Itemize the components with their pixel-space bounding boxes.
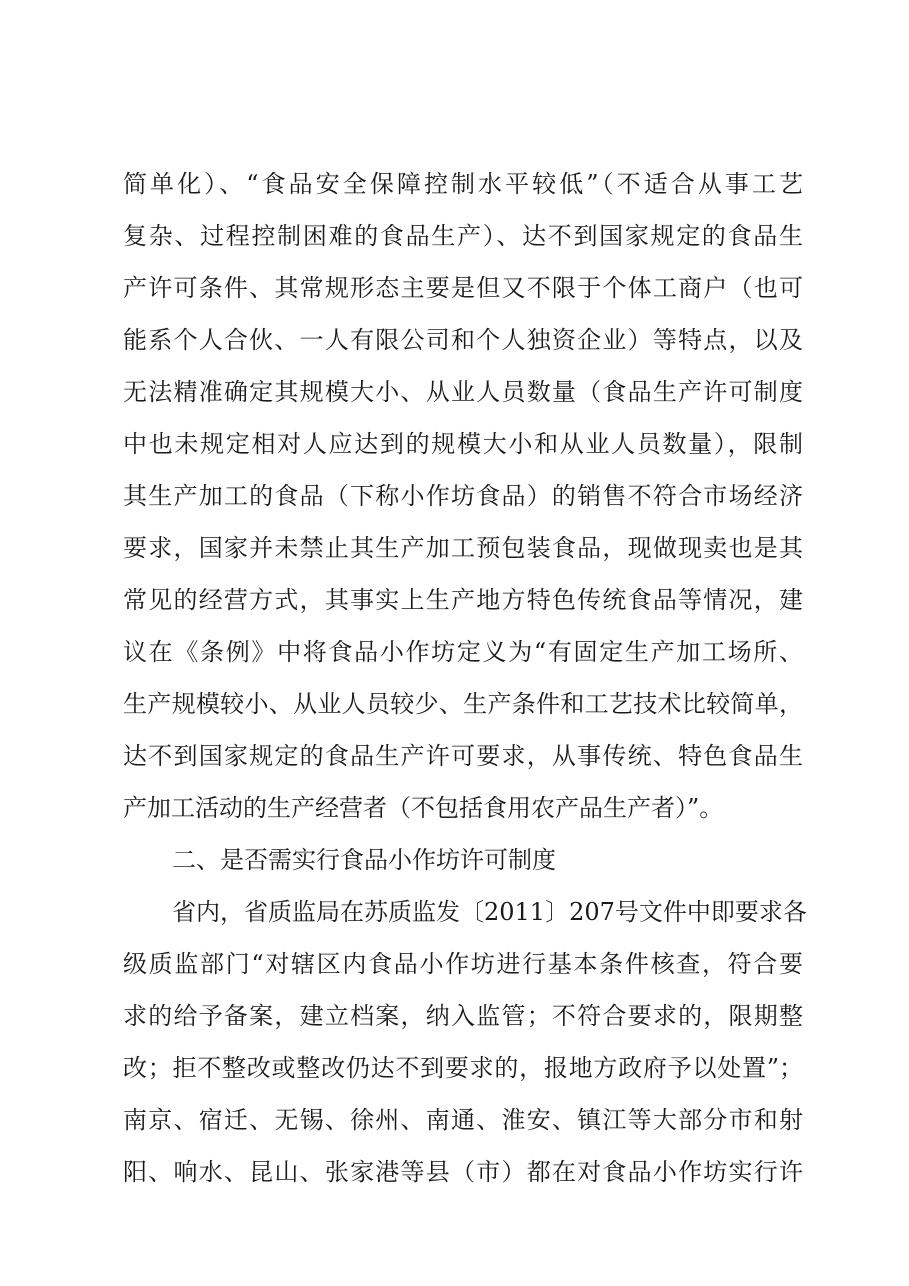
text-line: 产许可条件、其常规形态主要是但又不限于个体工商户（也可 xyxy=(123,274,803,302)
text-line: 省内，省质监局在苏质监发〔2011〕207号文件中即要求各 xyxy=(172,898,807,926)
text-line: 要求，国家并未禁止其生产加工预包装食品，现做现卖也是其 xyxy=(123,534,803,562)
text-line: 产加工活动的生产经营者（不包括食用农产品生产者）”。 xyxy=(123,794,724,822)
text-line: 生产规模较小、从业人员较少、生产条件和工艺技术比较简单， xyxy=(123,690,803,718)
text-line: 中也未规定相对人应达到的规模大小和从业人员数量），限制 xyxy=(123,430,803,458)
text-line: 级质监部门“对辖区内食品小作坊进行基本条件核查，符合要 xyxy=(123,950,803,978)
text-line: 无法精准确定其规模大小、从业人员数量（食品生产许可制度 xyxy=(123,378,803,406)
text-line: 求的给予备案，建立档案，纳入监管；不符合要求的，限期整 xyxy=(123,1002,803,1030)
text-line: 复杂、过程控制困难的食品生产）、达不到国家规定的食品生 xyxy=(123,222,803,250)
text-line: 议在《条例》中将食品小作坊定义为“有固定生产加工场所、 xyxy=(123,638,803,666)
text-line: 阳、响水、昆山、张家港等县（市）都在对食品小作坊实行许 xyxy=(123,1158,803,1186)
text-line: 简单化）、“食品安全保障控制水平较低”（不适合从事工艺 xyxy=(123,170,803,198)
text-line: 达不到国家规定的食品生产许可要求，从事传统、特色食品生 xyxy=(123,742,803,770)
text-line: 常见的经营方式，其事实上生产地方特色传统食品等情况，建 xyxy=(123,586,803,614)
section-heading: 二、是否需实行食品小作坊许可制度 xyxy=(172,846,556,874)
text-line: 南京、宿迁、无锡、徐州、南通、淮安、镇江等大部分市和射 xyxy=(123,1106,803,1134)
text-line: 改；拒不整改或整改仍达不到要求的，报地方政府予以处置”； xyxy=(123,1054,803,1082)
text-line: 其生产加工的食品（下称小作坊食品）的销售不符合市场经济 xyxy=(123,482,803,510)
text-line: 能系个人合伙、一人有限公司和个人独资企业）等特点，以及 xyxy=(123,326,803,354)
